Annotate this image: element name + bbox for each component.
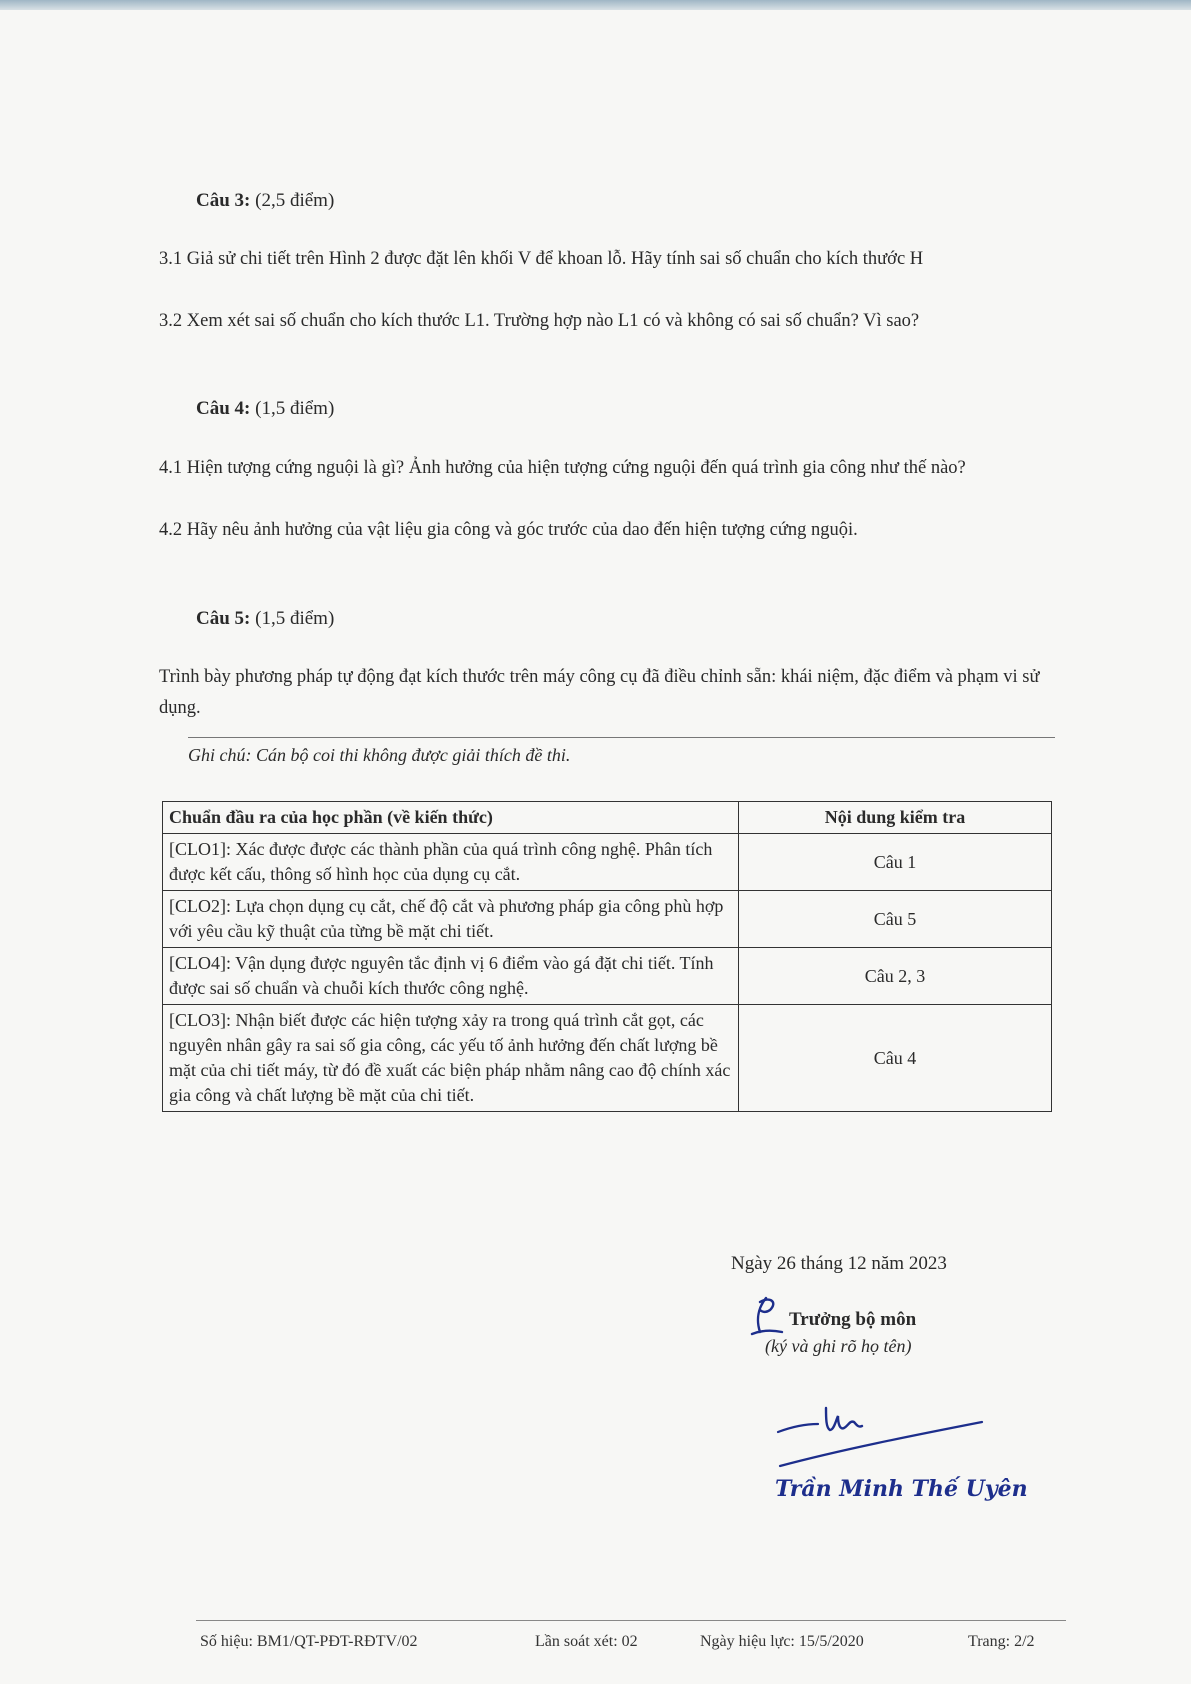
footer-divider [196, 1620, 1066, 1621]
signature-hint: (ký và ghi rõ họ tên) [765, 1336, 912, 1356]
table-row [163, 834, 1052, 891]
content-cell: Câu 4 [739, 1005, 1052, 1112]
content-cell: Câu 5 [739, 891, 1052, 948]
table-header-outcome: Chuẩn đầu ra của học phần (về kiến thức) [163, 802, 739, 834]
outcome-cell: [CLO4]: Vận dụng được nguyên tắc định vị 6 điểm vào gá đặt chi tiết. Tính được sai số chuẩn và chuỗi kích thước công nghệ. [163, 948, 739, 1005]
content-cell: Câu 2, 3 [739, 948, 1052, 1005]
question-3-2-text: 3.2 Xem xét sai số chuẩn cho kích thước L1. Trường hợp nào L1 có và không có sai số chuẩn? Vì sao? [159, 311, 920, 331]
table-row [163, 891, 1052, 948]
table-header-content: Nội dung kiểm tra [739, 802, 1052, 834]
question-3-label: Câu 3: [196, 190, 251, 211]
signing-date: Ngày 26 tháng 12 năm 2023 [731, 1253, 947, 1274]
table-row [163, 948, 1052, 1005]
content-cell: Câu 1 [739, 834, 1052, 891]
signer-name: Trần Minh Thế Uyên [775, 1476, 1028, 1502]
outcome-cell: [CLO2]: Lựa chọn dụng cụ cắt, chế độ cắt và phương pháp gia công phù hợp với yêu cầu kỹ thuật của từng bề mặt chi tiết. [163, 891, 739, 948]
note-divider [188, 737, 1055, 738]
outcome-cell: [CLO3]: Nhận biết được các hiện tượng xảy ra trong quá trình cắt gọt, các nguyên nhân gây ra sai số gia công, các yếu tố ảnh hưởng đến chất lượng bề mặt của chi tiết máy, từ đó đề xuất các biện pháp nhằm nâng cao độ chính xác gia công và chất lượng bề mặt của chi tiết. [163, 1005, 739, 1112]
table-header-row [163, 802, 1052, 834]
question-3-heading [196, 190, 334, 212]
initial-mark-icon [748, 1294, 788, 1338]
outcome-cell: [CLO1]: Xác được được các thành phần của quá trình công nghệ. Phân tích được kết cấu, thông số hình học của dụng cụ cắt. [163, 834, 739, 891]
table-row [163, 1005, 1052, 1112]
learning-outcomes-table [162, 801, 1052, 1112]
document-code: Số hiệu: BM1/QT-PĐT-RĐTV/02 [200, 1633, 418, 1650]
handwritten-signature-icon [770, 1400, 990, 1470]
revision-number: Lần soát xét: 02 [535, 1633, 638, 1650]
effective-date: Ngày hiệu lực: 15/5/2020 [700, 1633, 864, 1650]
department-head-title: Trưởng bộ môn [789, 1309, 917, 1330]
question-5-label: Câu 5: [196, 608, 251, 629]
proctor-note: Ghi chú: Cán bộ coi thi không được giải thích đề thi. [188, 745, 571, 765]
question-4-heading [196, 398, 334, 420]
question-4-1-text: 4.1 Hiện tượng cứng nguội là gì? Ảnh hưởng của hiện tượng cứng nguội đến quá trình gia công như thế nào? [159, 458, 966, 478]
question-5-heading [196, 608, 334, 630]
page-number: Trang: 2/2 [968, 1633, 1035, 1650]
question-3-1-text: 3.1 Giả sử chi tiết trên Hình 2 được đặt lên khối V để khoan lỗ. Hãy tính sai số chuẩn cho kích thước H [159, 249, 924, 269]
question-4-label: Câu 4: [196, 398, 251, 419]
question-5-points: (1,5 điểm) [255, 608, 335, 629]
question-4-points: (1,5 điểm) [255, 398, 335, 419]
question-4-2-text: 4.2 Hãy nêu ảnh hưởng của vật liệu gia công và góc trước của dao đến hiện tượng cứng nguội. [159, 520, 858, 540]
question-3-points: (2,5 điểm) [255, 190, 335, 211]
question-5-text: Trình bày phương pháp tự động đạt kích thước trên máy công cụ đã điều chỉnh sẵn: khái niệm, đặc điểm và phạm vi sử dụng. [159, 667, 1040, 718]
